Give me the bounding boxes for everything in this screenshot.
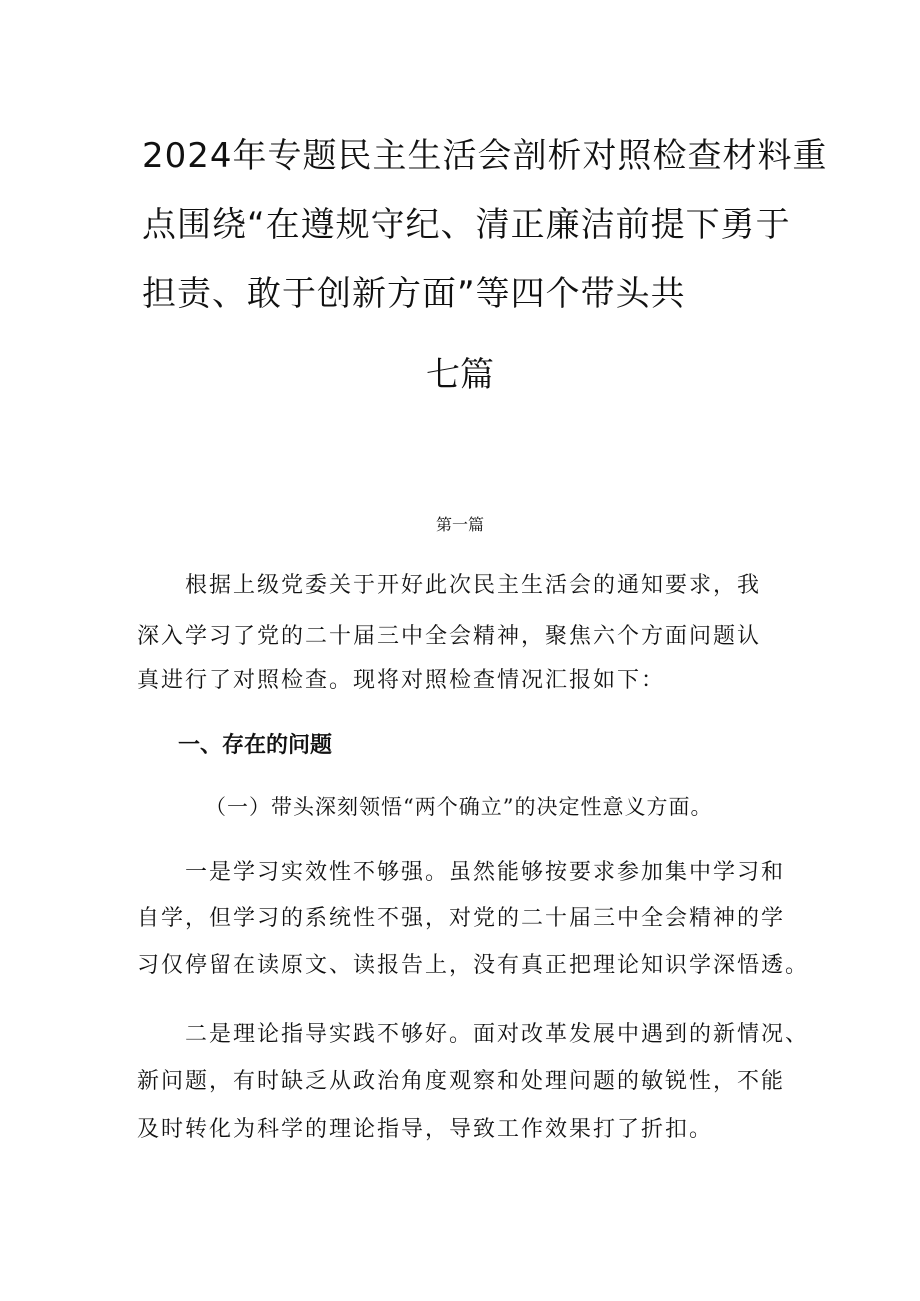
intro-line-1: 根据上级党委关于开好此次民主生活会的通知要求，我 bbox=[185, 573, 762, 598]
title-line-2: 点围绕“在遵规守纪、清正廉洁前提下勇于 bbox=[142, 205, 791, 245]
point1-line-2: 自学，但学习的系统性不强，对党的二十届三中全会精神的学 bbox=[137, 906, 786, 931]
point2-line-3: 及时转化为科学的理论指导，导致工作效果打了折扣。 bbox=[137, 1117, 714, 1142]
point2-line-1: 二是理论指导实践不够好。面对改革发展中遇到的新情况、 bbox=[185, 1022, 810, 1047]
title-line-1: 2024年专题民主生活会剖析对照检查材料重 bbox=[142, 136, 828, 176]
point1-line-1: 一是学习实效性不够强。虽然能够按要求参加集中学习和 bbox=[185, 860, 786, 885]
title-line-4: 七篇 bbox=[426, 355, 494, 395]
chapter-label: 第一篇 bbox=[435, 515, 484, 534]
point1-line-3: 习仅停留在读原文、读报告上，没有真正把理论知识学深悟透。 bbox=[137, 953, 810, 978]
intro-line-2: 深入学习了党的二十届三中全会精神，聚焦六个方面问题认 bbox=[137, 624, 762, 649]
intro-line-3: 真进行了对照检查。现将对照检查情况汇报如下： bbox=[137, 668, 666, 693]
point2-line-2: 新问题，有时缺乏从政治角度观察和处理问题的敏锐性，不能 bbox=[137, 1069, 786, 1094]
title-line-3: 担责、敢于创新方面”等四个带头共 bbox=[142, 274, 686, 314]
subsection-heading: （一）带头深刻领悟“两个确立”的决定性意义方面。 bbox=[205, 795, 713, 819]
section-heading: 一、存在的问题 bbox=[178, 733, 333, 758]
